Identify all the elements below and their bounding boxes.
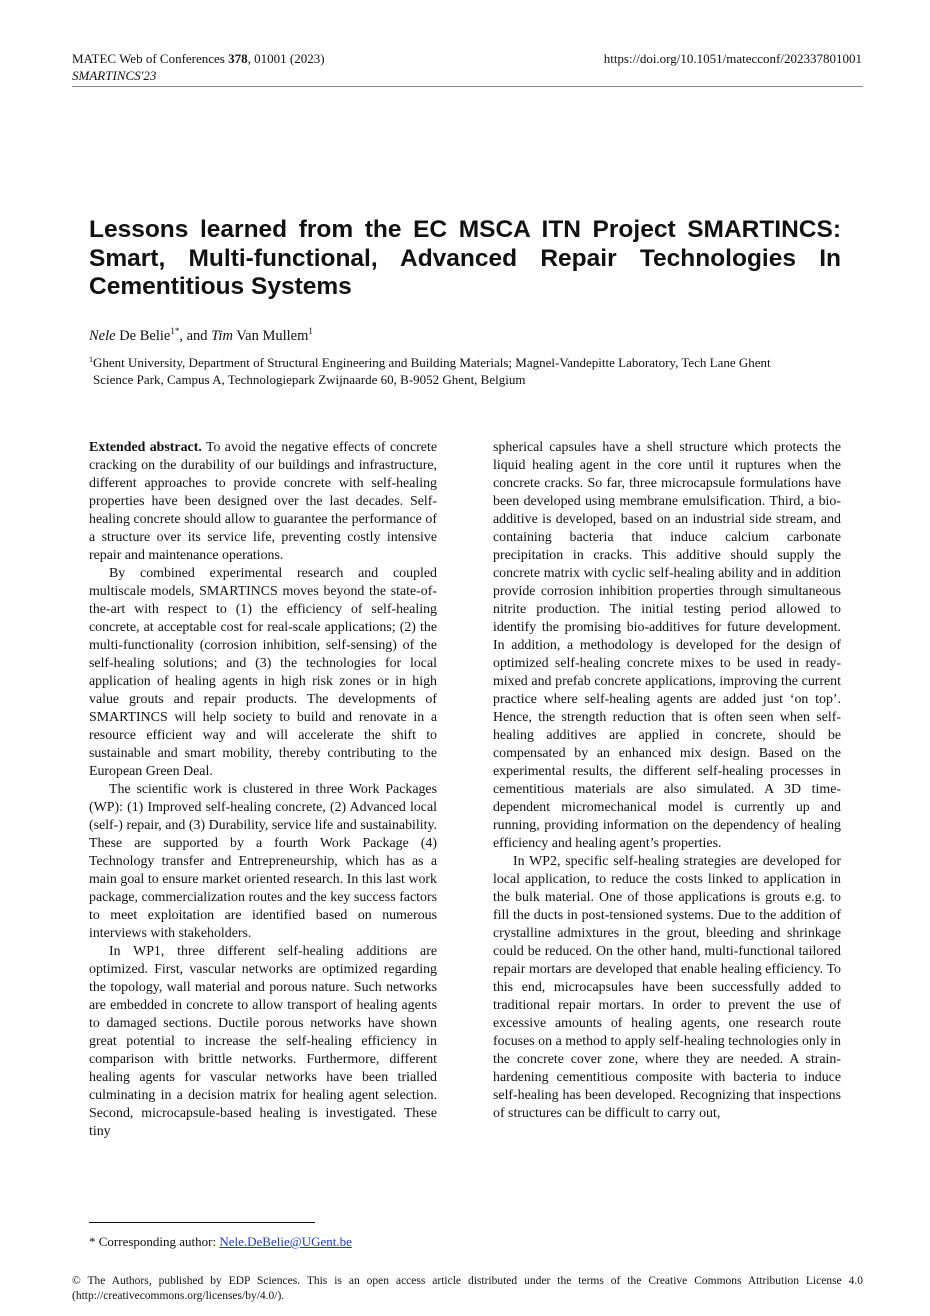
author-2-affiliation-mark: 1: [308, 326, 313, 336]
paper-title: Lessons learned from the EC MSCA ITN Project SMARTINCS: Smart, Multi-functional, Advanced Repair Technologies In Cementitious Systems: [89, 216, 841, 300]
corresponding-author-footnote: [89, 1234, 352, 1250]
abstract-paragraph-1: Extended abstract. To avoid the negative effects of concrete cracking on the durability of our buildings and infrastructure, different approaches to provide concrete with self-healing properties have been designed over the last decades. Self-healing concrete should allow to guarantee the performance of a structure over its service life, preventing costly intensive repair and maintenance operations.: [89, 440, 437, 563]
conference-name: SMARTINCS'23: [72, 68, 157, 83]
abstract-heading: Extended abstract.: [89, 440, 202, 455]
abstract-paragraph-2: By combined experimental research and coupled multiscale models, SMARTINCS moves beyond the state-of-the-art with respect to (1) the efficiency of self-healing concrete, at acceptable cost for real-scale applications; (2) the multi-functionality (corrosion inhibition, self-sensing) of the self-healing solutions; and (3) the technologies for local application of healing agents in high risk zones or in high value grouts and repair products. The developments of SMARTINCS will help society to build and renovate in a resource efficient way and will accelerate the shift to sustainable and smart mobility, thereby contributing to the European Green Deal.: [89, 566, 437, 779]
body-column-left: [89, 439, 437, 1141]
author-separator: , and: [179, 328, 212, 344]
abstract-paragraph-3: The scientific work is clustered in three Work Packages (WP): (1) Improved self-healing concrete, (2) Advanced local (self-) repair, and (3) Durability, service life and sustainability. These are supported by a fourth Work Package (4) Technology transfer and Entrepreneurship, which has as a main goal to ensure market oriented research. In this last work package, commercialization routes and the key success factors to meet exploitation are identified based on numerous interviews with stakeholders.: [89, 782, 437, 941]
affiliation-line-1: $^1$Ghent University, Department of Structural Engineering and Building Materials; Magnel-Vandepitte Laboratory, Tech Lane Ghent: [89, 355, 771, 370]
doi-link[interactable]: https://doi.org/10.1051/matecconf/202337801001: [603, 51, 862, 66]
author-1-last-name: De Belie: [115, 328, 171, 344]
corresponding-email-link[interactable]: Nele.DeBelie@UGent.be: [219, 1234, 352, 1249]
affiliation-line-2: Science Park, Campus A, Technologiepark Zwijnaarde 60, B-9052 Ghent, Belgium: [93, 371, 526, 387]
article-info: , 01001 (2023): [247, 51, 325, 66]
running-header-left: [72, 50, 325, 84]
footnote-label: * Corresponding author:: [89, 1234, 220, 1249]
abstract-paragraph-5: In WP2, specific self-healing strategies are developed for local application, to reduce the costs linked to application in the bulk material. One of those applications is grouts e.g. to fill the ducts in post-tensioned systems. Due to the addition of crystalline admixtures in the grout, bleeding and shrinkage could be reduced. On the other hand, multi-functional tailored repair mortars are developed that enable healing efficiency. To this end, microcapsules have been successfully added to traditional repair mortars. In order to prevent the use of excessive amounts of healing agents, one research route focuses on a method to apply self-healing technologies only in the concrete cover zone, where they are needed. A strain-hardening cementitious composite with bacteria to induce self-healing has been developed. Recognizing that inspections of structures can be difficult to carry out,: [493, 854, 841, 1121]
journal-citation: [72, 50, 325, 67]
author-list: [89, 327, 313, 345]
header-divider: [72, 86, 863, 87]
license-notice: © The Authors, published by EDP Sciences. This is an open access article distributed under the terms of the Creative Commons Attribution License 4.0 (http://creativecommons.org/licenses/by/4.0/).: [72, 1275, 863, 1302]
footnote-divider: [89, 1222, 315, 1223]
abstract-paragraph-4: In WP1, three different self-healing additions are optimized. First, vascular networks are optimized regarding the topology, wall material and porous nature. Such networks are embedded in concrete to allow transport of healing agents to damaged sections. Ductile porous networks have shown great potential to increase the self-healing efficiency in comparison with brittle networks. Furthermore, different healing agents for vascular networks have been trialled culminating in a decision matrix for healing agent selection. Second, microcapsule-based healing is investigated. These tiny: [89, 944, 437, 1139]
body-column-right: [493, 439, 841, 1123]
author-2-last-name: Van Mullem: [232, 328, 309, 344]
journal-name: MATEC Web of Conferences: [72, 51, 229, 66]
affiliation: [89, 355, 841, 388]
author-2-first-name: Tim: [211, 328, 233, 344]
author-1-first-name: Nele: [89, 328, 116, 344]
affiliation-mark: 1: [89, 355, 93, 364]
abstract-paragraph-4-continued: spherical capsules have a shell structure which protects the liquid healing agent in the core until it ruptures when the concrete cracks. So far, three microcapsule formulations have been developed using membrane emulsification. Third, a bio-additive is developed, based on an industrial side stream, and containing bacteria that induce calcium carbonate precipitation in cracks. This additive should supply the concrete matrix with cyclic self-healing ability and in addition provide corrosion inhibition properties through simultaneous nitrite production. The initial testing period allowed to identify the promising bio-additives for future development. In addition, a methodology is developed for the design of optimized self-healing concrete mixes to be used in ready-mixed and prefab concrete applications, improving the current practice where self-healing agents are added just ‘on top’. Hence, the strength reduction that is often seen when self-healing additives are applied in concrete, should be compensated by an enhanced mix design. Based on the experimental results, the different self-healing processes in cementitious materials are also simulated. A 3D time-dependent micromechanical model is currently up and running, providing information on the dependency of healing efficiency and healing agent’s properties.: [493, 440, 841, 851]
journal-volume: 378: [228, 51, 248, 66]
author-1-affiliation-mark: 1*: [170, 326, 180, 336]
